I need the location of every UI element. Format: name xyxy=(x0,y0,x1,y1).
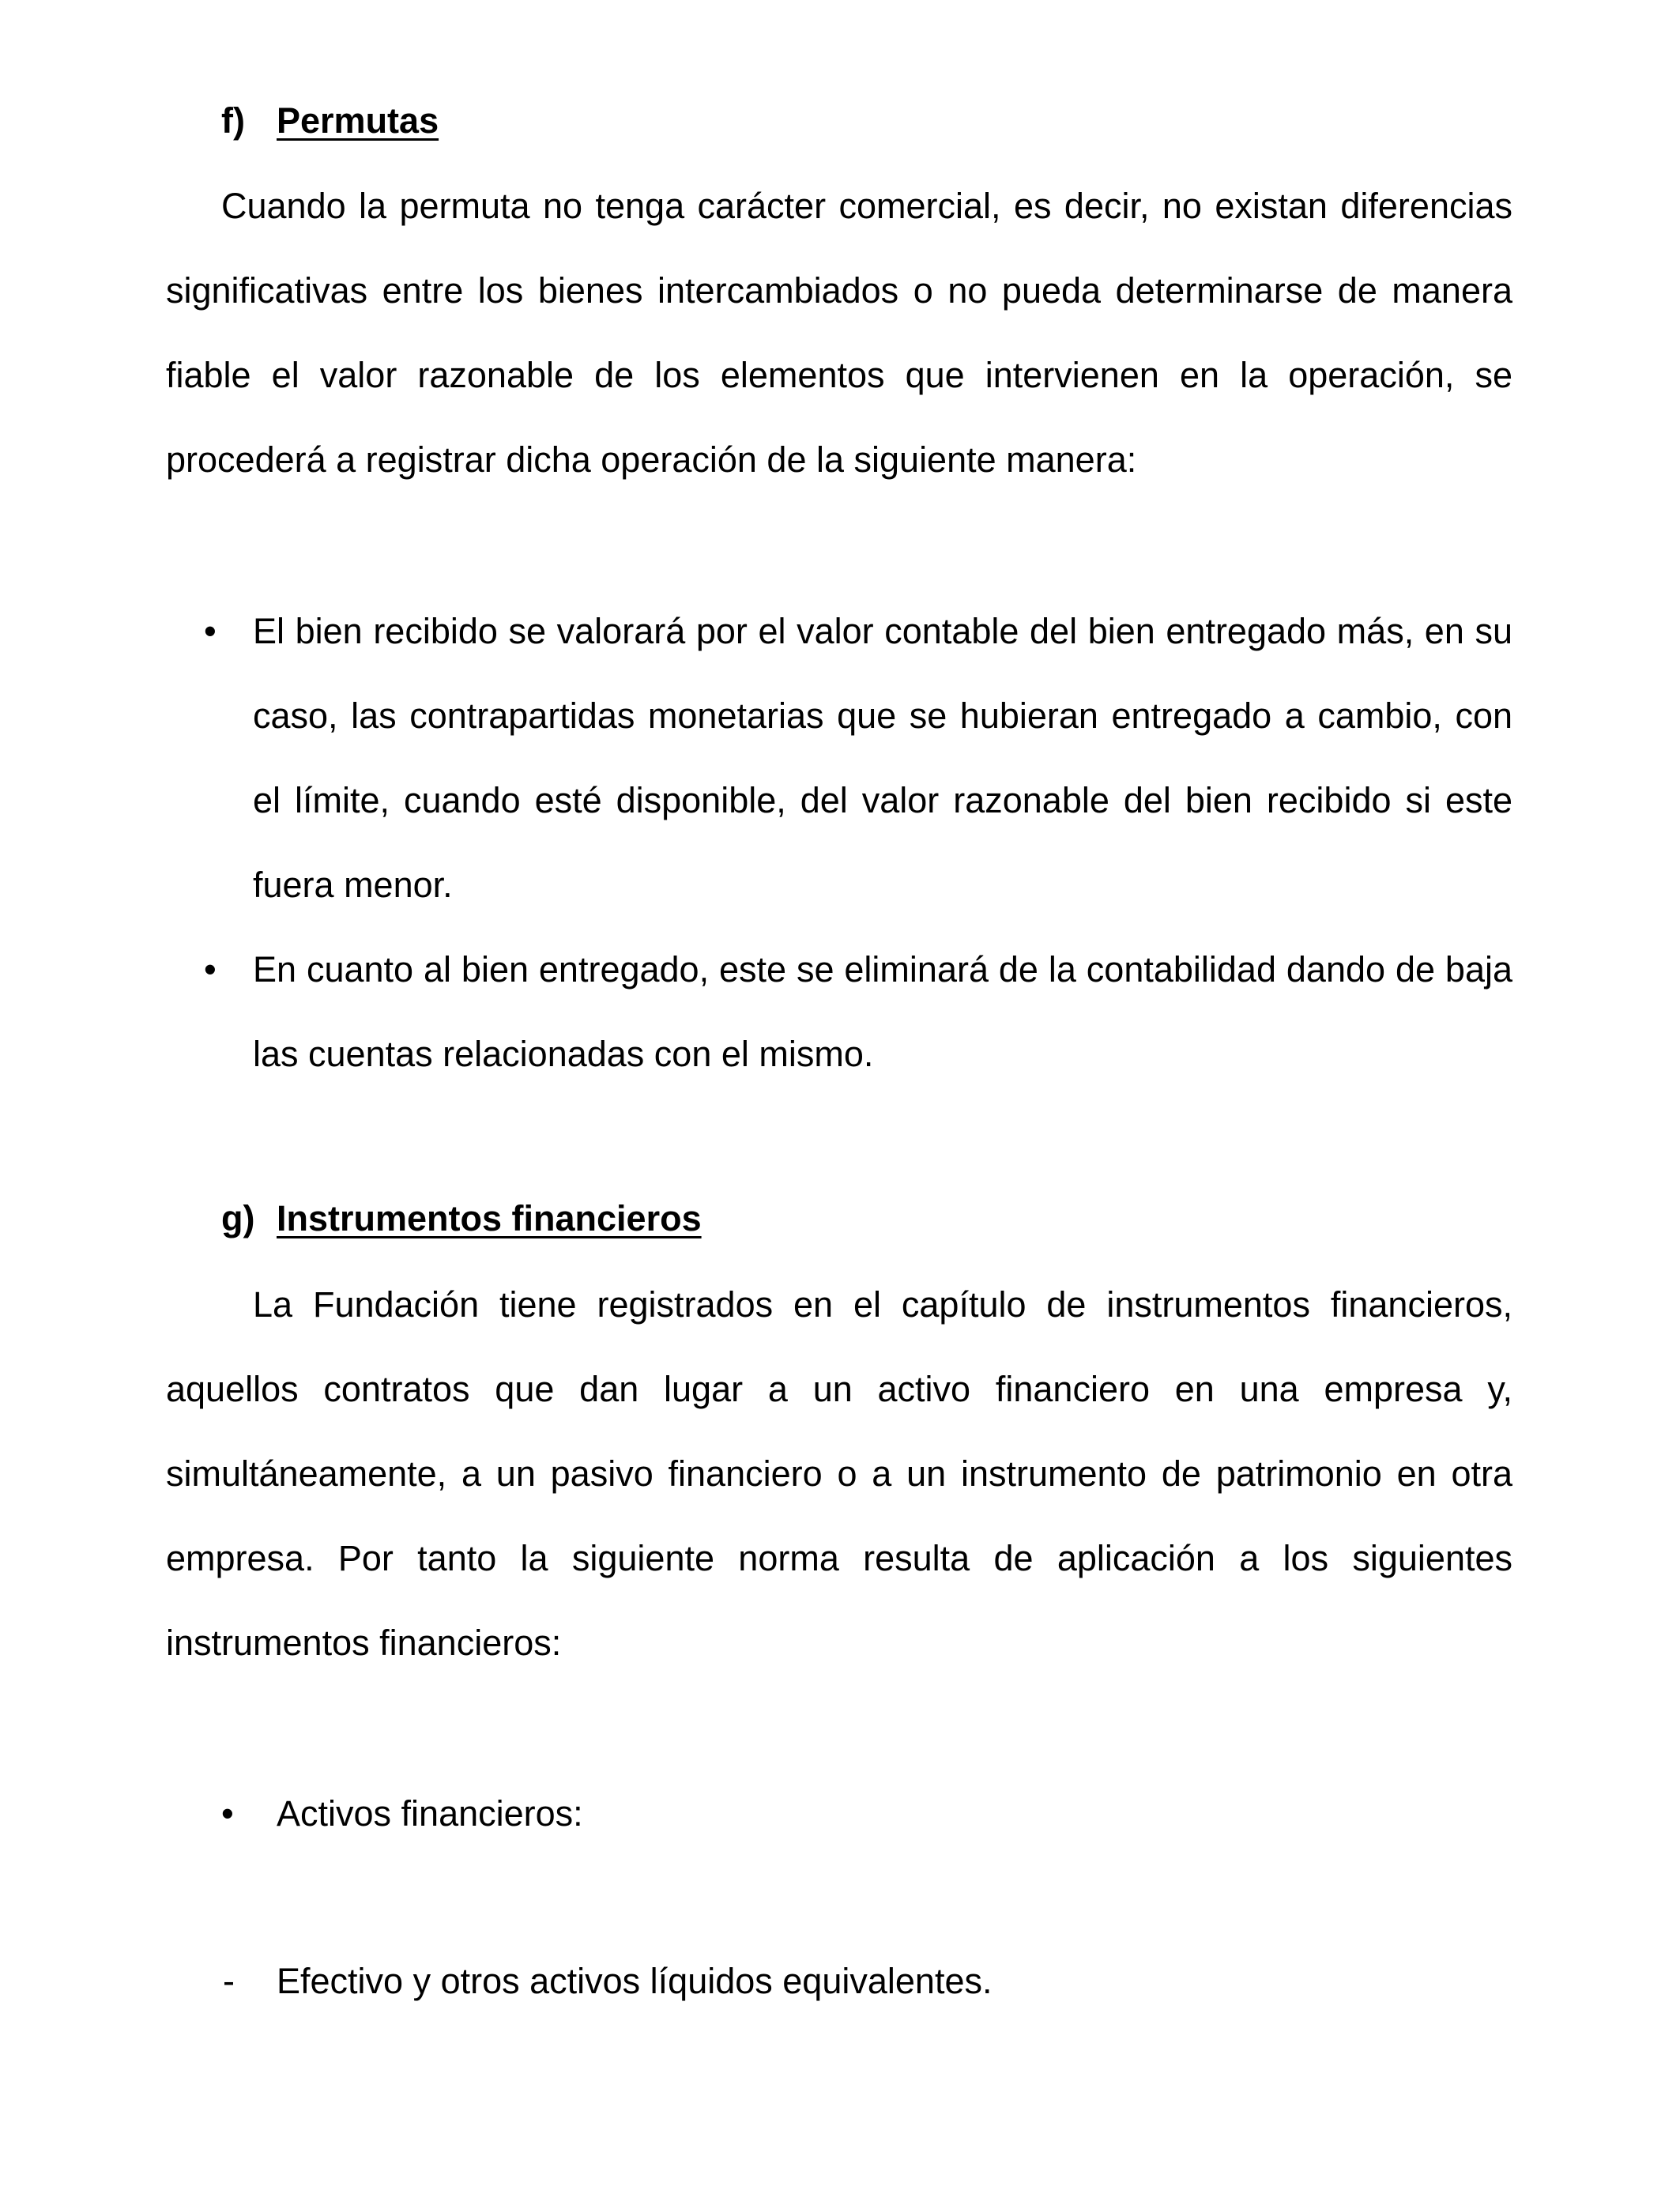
section-g-heading xyxy=(221,1197,702,1240)
section-f-marker: f) xyxy=(221,100,245,141)
bullet-icon: • xyxy=(204,949,217,990)
section-f-title: Permutas xyxy=(277,100,439,141)
section-f-bullet-1-text: El bien recibido se valorará por el valor contable del bien entregado más, en su caso, las contrapartidas monetarias que se hubieran entregado a cambio, con el límite, cuando esté disponible, del valor razonable del bien recibido si este fuera menor. xyxy=(253,611,1512,905)
section-f-bullet-1 xyxy=(204,589,1512,927)
section-g-title: Instrumentos financieros xyxy=(277,1198,702,1238)
bullet-icon: • xyxy=(221,1793,234,1834)
section-g-paragraph: La Fundación tiene registrados en el capítulo de instrumentos financieros, aquellos contratos que dan lugar a un activo financiero en una empresa y, simultáneamente, a un pasivo financiero o a un instrumento de patrimonio en otra empresa. Por tanto la siguiente norma resulta de aplicación a los siguientes instrumentos financieros: xyxy=(166,1284,1512,1663)
section-f-bullet-2-text: En cuanto al bien entregado, este se eliminará de la contabilidad dando de baja las cuentas relacionadas con el mismo. xyxy=(253,949,1512,1074)
bullet-icon: • xyxy=(204,611,217,651)
section-g-dash-efectivo: Efectivo y otros activos líquidos equivalentes. xyxy=(277,1961,993,2001)
section-f-bullet-2 xyxy=(204,927,1512,1096)
dash-icon: - xyxy=(223,1961,235,2001)
section-f-heading xyxy=(221,100,439,142)
section-g-bullet-activos: Activos financieros: xyxy=(277,1793,583,1834)
section-g-marker: g) xyxy=(221,1198,255,1238)
section-f-paragraph: Cuando la permuta no tenga carácter comercial, es decir, no existan diferencias significativas entre los bienes intercambiados o no pueda determinarse de manera fiable el valor razonable de los elementos que intervienen en la operación, se procederá a registrar dicha operación de la siguiente manera: xyxy=(166,186,1512,480)
